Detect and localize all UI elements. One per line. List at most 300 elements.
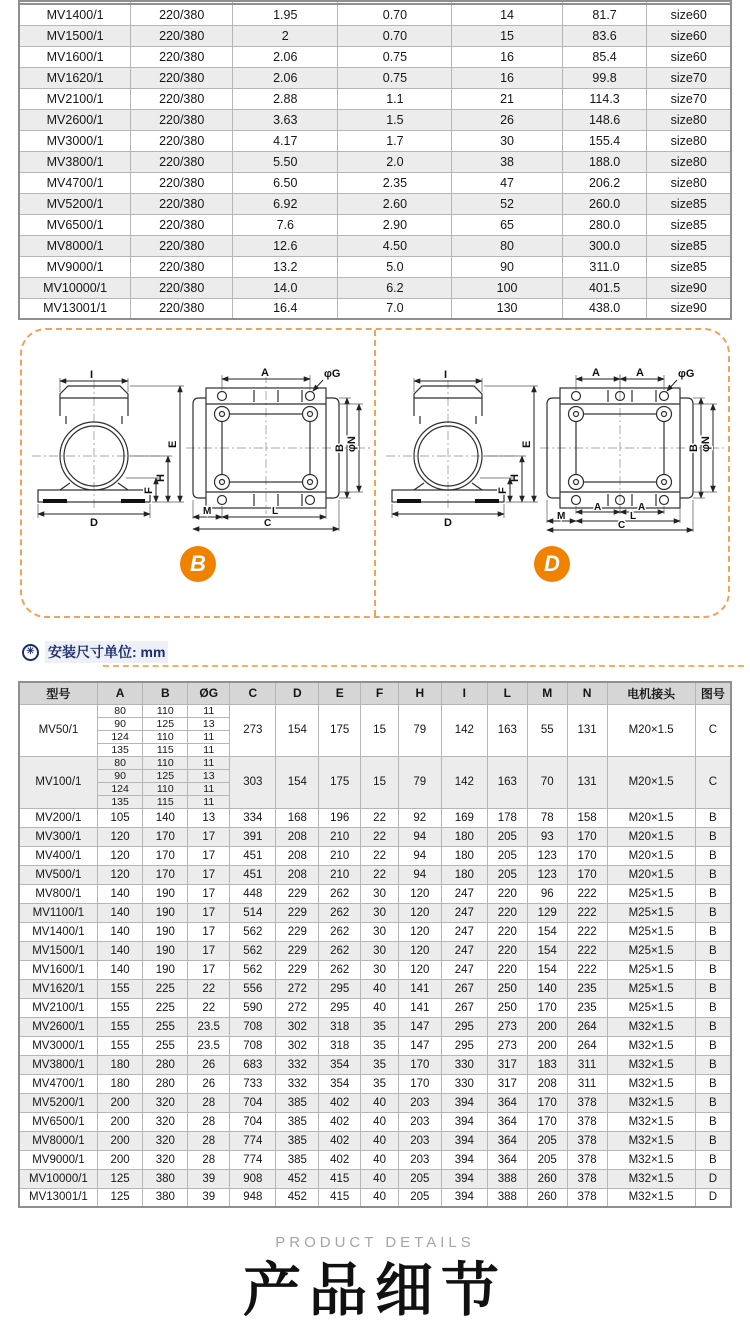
value-cell: 30 <box>361 903 399 922</box>
value-cell: 35 <box>361 1055 399 1074</box>
spec-cell: 155.4 <box>562 130 647 151</box>
value-cell: M32×1.5 <box>607 1131 695 1150</box>
value-cell: 120 <box>398 884 441 903</box>
value-cell: B <box>695 998 731 1017</box>
value-cell: 170 <box>143 865 188 884</box>
dimension-table <box>18 681 732 1208</box>
spec-table-row <box>19 235 731 256</box>
spec-cell: MV8000/1 <box>19 235 131 256</box>
value-cell: 260 <box>527 1188 567 1207</box>
dim-column-header: C <box>230 682 276 704</box>
svg-text:I: I <box>443 369 447 381</box>
sub-value-cell: 124 <box>97 782 143 795</box>
value-cell: 169 <box>441 808 487 827</box>
spec-table-row <box>19 46 731 67</box>
value-cell: 147 <box>398 1017 441 1036</box>
value-cell: 22 <box>188 998 230 1017</box>
value-cell: 40 <box>361 1188 399 1207</box>
spec-cell: MV4700/1 <box>19 172 131 193</box>
sub-value-cell: 110 <box>143 782 188 795</box>
value-cell: 394 <box>441 1131 487 1150</box>
value-cell: 93 <box>527 827 567 846</box>
value-cell: 733 <box>230 1074 276 1093</box>
value-cell: 170 <box>527 998 567 1017</box>
spec-cell: 0.70 <box>338 25 452 46</box>
value-cell: 451 <box>230 865 276 884</box>
value-cell: 380 <box>143 1169 188 1188</box>
value-cell: 17 <box>188 941 230 960</box>
value-cell: 255 <box>143 1017 188 1036</box>
value-cell: 203 <box>398 1112 441 1131</box>
dim-column-header: E <box>319 682 361 704</box>
motor-drawing-b <box>26 368 371 538</box>
value-cell: 40 <box>361 979 399 998</box>
figure-b-badge: B <box>180 546 216 582</box>
model-cell: MV200/1 <box>19 808 97 827</box>
value-cell: 203 <box>398 1150 441 1169</box>
spec-cell: 83.6 <box>562 25 647 46</box>
spec-cell: size70 <box>647 67 731 88</box>
spec-cell: 0.75 <box>338 46 452 67</box>
value-cell: 39 <box>188 1188 230 1207</box>
value-cell: 30 <box>361 922 399 941</box>
value-cell: 262 <box>319 903 361 922</box>
value-cell: B <box>695 1112 731 1131</box>
value-cell: 311 <box>567 1074 607 1093</box>
value-cell: 200 <box>97 1131 143 1150</box>
value-cell: 262 <box>319 941 361 960</box>
spec-cell: 0.70 <box>338 4 452 25</box>
sub-value-cell: 11 <box>188 782 230 795</box>
value-cell: 155 <box>97 998 143 1017</box>
svg-text:E: E <box>166 440 179 448</box>
value-cell: B <box>695 808 731 827</box>
spec-cell: size80 <box>647 130 731 151</box>
model-cell: MV300/1 <box>19 827 97 846</box>
spec-cell: 15 <box>452 25 562 46</box>
spec-cell: 5.50 <box>233 151 338 172</box>
value-cell: 79 <box>398 704 441 756</box>
sub-value-cell: 13 <box>188 717 230 730</box>
value-cell: M25×1.5 <box>607 998 695 1017</box>
sub-value-cell: 115 <box>143 743 188 756</box>
model-cell: MV1500/1 <box>19 941 97 960</box>
value-cell: M20×1.5 <box>607 808 695 827</box>
value-cell: 26 <box>188 1074 230 1093</box>
value-cell: 330 <box>441 1055 487 1074</box>
model-cell: MV4700/1 <box>19 1074 97 1093</box>
value-cell: 205 <box>527 1131 567 1150</box>
spec-table-row <box>19 109 731 130</box>
value-cell: 402 <box>319 1112 361 1131</box>
value-cell: M32×1.5 <box>607 1036 695 1055</box>
value-cell: 35 <box>361 1074 399 1093</box>
value-cell: B <box>695 865 731 884</box>
value-cell: 222 <box>567 884 607 903</box>
svg-text:A: A <box>635 368 644 379</box>
spec-cell: size90 <box>647 277 731 298</box>
value-cell: 154 <box>527 941 567 960</box>
value-cell: 92 <box>398 808 441 827</box>
svg-text:B: B <box>687 444 700 452</box>
value-cell: 388 <box>487 1188 527 1207</box>
value-cell: 120 <box>97 865 143 884</box>
value-cell: 17 <box>188 903 230 922</box>
value-cell: 364 <box>487 1112 527 1131</box>
value-cell: 451 <box>230 846 276 865</box>
dashed-divider <box>103 665 744 667</box>
sub-value-cell: 125 <box>143 717 188 730</box>
spec-table-row <box>19 25 731 46</box>
value-cell: 40 <box>361 1169 399 1188</box>
spec-cell: 30 <box>452 130 562 151</box>
spec-cell: 1.7 <box>338 130 452 151</box>
value-cell: 178 <box>487 808 527 827</box>
value-cell: B <box>695 941 731 960</box>
value-cell: 175 <box>319 756 361 808</box>
spec-cell: 2.90 <box>338 214 452 235</box>
value-cell: 170 <box>567 846 607 865</box>
value-cell: M32×1.5 <box>607 1112 695 1131</box>
dim-column-header: 型号 <box>19 682 97 704</box>
value-cell: M32×1.5 <box>607 1188 695 1207</box>
value-cell: 28 <box>188 1150 230 1169</box>
value-cell: M25×1.5 <box>607 941 695 960</box>
svg-text:E: E <box>520 440 533 448</box>
value-cell: 378 <box>567 1188 607 1207</box>
value-cell: 302 <box>276 1036 319 1055</box>
value-cell: 208 <box>527 1074 567 1093</box>
spec-cell: 1.95 <box>233 4 338 25</box>
value-cell: 210 <box>319 846 361 865</box>
value-cell: 208 <box>276 846 319 865</box>
value-cell: 17 <box>188 846 230 865</box>
value-cell: 354 <box>319 1074 361 1093</box>
svg-text:φN: φN <box>699 436 712 452</box>
model-cell: MV3800/1 <box>19 1055 97 1074</box>
sub-value-cell: 11 <box>188 730 230 743</box>
value-cell: 229 <box>276 960 319 979</box>
value-cell: 17 <box>188 865 230 884</box>
dim-table-row <box>19 1131 731 1150</box>
spec-cell: 220/380 <box>131 256 233 277</box>
sub-value-cell: 13 <box>188 769 230 782</box>
model-cell: MV3000/1 <box>19 1036 97 1055</box>
value-cell: 96 <box>527 884 567 903</box>
value-cell: 220 <box>487 922 527 941</box>
value-cell: 200 <box>97 1093 143 1112</box>
spec-cell: 2.06 <box>233 67 338 88</box>
value-cell: 205 <box>527 1150 567 1169</box>
value-cell: 311 <box>567 1055 607 1074</box>
spec-cell: size60 <box>647 25 731 46</box>
spec-cell: size60 <box>647 4 731 25</box>
model-cell: MV50/1 <box>19 704 97 756</box>
value-cell: M32×1.5 <box>607 1074 695 1093</box>
value-cell: 562 <box>230 922 276 941</box>
value-cell: B <box>695 1017 731 1036</box>
value-cell: 295 <box>319 998 361 1017</box>
svg-text:A: A <box>591 368 600 379</box>
value-cell: B <box>695 1150 731 1169</box>
dim-table-row <box>19 903 731 922</box>
spec-cell: MV2100/1 <box>19 88 131 109</box>
value-cell: 200 <box>97 1112 143 1131</box>
svg-text:F: F <box>496 487 509 494</box>
value-cell: 15 <box>361 704 399 756</box>
value-cell: 262 <box>319 884 361 903</box>
spec-cell: MV1500/1 <box>19 25 131 46</box>
value-cell: 23.5 <box>188 1017 230 1036</box>
drawing-panel-d <box>376 330 728 616</box>
value-cell: 40 <box>361 1131 399 1150</box>
value-cell: 205 <box>398 1169 441 1188</box>
spec-cell: 206.2 <box>562 172 647 193</box>
value-cell: 120 <box>97 846 143 865</box>
spec-cell: 16.4 <box>233 298 338 319</box>
spec-cell: 5.0 <box>338 256 452 277</box>
value-cell: M20×1.5 <box>607 827 695 846</box>
value-cell: 140 <box>143 808 188 827</box>
value-cell: 131 <box>567 756 607 808</box>
spec-cell: 26 <box>452 109 562 130</box>
value-cell: 378 <box>567 1150 607 1169</box>
value-cell: 123 <box>527 846 567 865</box>
value-cell: 225 <box>143 998 188 1017</box>
svg-text:C: C <box>263 518 271 529</box>
spec-cell: 130 <box>452 298 562 319</box>
value-cell: 334 <box>230 808 276 827</box>
svg-text:M: M <box>556 511 565 522</box>
value-cell: 35 <box>361 1036 399 1055</box>
value-cell: 402 <box>319 1150 361 1169</box>
value-cell: 205 <box>487 865 527 884</box>
spec-cell: 220/380 <box>131 46 233 67</box>
dim-table-row <box>19 865 731 884</box>
spec-cell: 7.6 <box>233 214 338 235</box>
value-cell: 170 <box>527 1093 567 1112</box>
model-cell: MV5200/1 <box>19 1093 97 1112</box>
dim-table-row <box>19 941 731 960</box>
dim-table-body <box>19 704 731 1207</box>
value-cell: 247 <box>441 884 487 903</box>
value-cell: 380 <box>143 1188 188 1207</box>
value-cell: 264 <box>567 1036 607 1055</box>
dim-table-row <box>19 1055 731 1074</box>
value-cell: 708 <box>230 1036 276 1055</box>
value-cell: 948 <box>230 1188 276 1207</box>
svg-text:H: H <box>154 474 167 482</box>
value-cell: 79 <box>398 756 441 808</box>
value-cell: 272 <box>276 979 319 998</box>
value-cell: B <box>695 1074 731 1093</box>
spec-cell: 6.92 <box>233 193 338 214</box>
value-cell: B <box>695 922 731 941</box>
value-cell: 280 <box>143 1074 188 1093</box>
value-cell: 385 <box>276 1112 319 1131</box>
dim-table-row <box>19 998 731 1017</box>
spec-cell: MV9000/1 <box>19 256 131 277</box>
value-cell: M32×1.5 <box>607 1150 695 1169</box>
spec-cell: 12.6 <box>233 235 338 256</box>
value-cell: 120 <box>97 827 143 846</box>
spec-cell: 2.35 <box>338 172 452 193</box>
value-cell: 105 <box>97 808 143 827</box>
dim-column-header: I <box>441 682 487 704</box>
value-cell: 220 <box>487 903 527 922</box>
spec-table-row <box>19 214 731 235</box>
spec-cell: 4.17 <box>233 130 338 151</box>
spec-cell: 220/380 <box>131 214 233 235</box>
value-cell: 13 <box>188 808 230 827</box>
value-cell: 320 <box>143 1093 188 1112</box>
spec-cell: MV3000/1 <box>19 130 131 151</box>
spec-cell: 2.88 <box>233 88 338 109</box>
value-cell: 155 <box>97 1017 143 1036</box>
dim-table-row <box>19 979 731 998</box>
value-cell: 129 <box>527 903 567 922</box>
dim-column-header: F <box>361 682 399 704</box>
value-cell: 70 <box>527 756 567 808</box>
dim-table-row <box>19 1169 731 1188</box>
value-cell: 247 <box>441 922 487 941</box>
spec-table-row <box>19 256 731 277</box>
value-cell: 203 <box>398 1093 441 1112</box>
value-cell: 140 <box>97 922 143 941</box>
model-cell: MV13001/1 <box>19 1188 97 1207</box>
value-cell: 94 <box>398 827 441 846</box>
value-cell: B <box>695 1055 731 1074</box>
model-cell: MV400/1 <box>19 846 97 865</box>
value-cell: 190 <box>143 960 188 979</box>
value-cell: 364 <box>487 1093 527 1112</box>
install-dimensions-title: 安装尺寸单位: mm <box>45 641 168 663</box>
value-cell: 394 <box>441 1188 487 1207</box>
value-cell: 140 <box>97 960 143 979</box>
spec-cell: 21 <box>452 88 562 109</box>
spec-cell: 188.0 <box>562 151 647 172</box>
model-cell: MV1400/1 <box>19 922 97 941</box>
value-cell: 190 <box>143 884 188 903</box>
value-cell: 402 <box>319 1131 361 1150</box>
value-cell: 364 <box>487 1131 527 1150</box>
value-cell: 354 <box>319 1055 361 1074</box>
value-cell: M25×1.5 <box>607 979 695 998</box>
value-cell: 170 <box>398 1055 441 1074</box>
value-cell: 180 <box>441 827 487 846</box>
spec-cell: 2.60 <box>338 193 452 214</box>
svg-text:I: I <box>89 369 93 381</box>
value-cell: 28 <box>188 1112 230 1131</box>
value-cell: D <box>695 1188 731 1207</box>
value-cell: 220 <box>487 884 527 903</box>
dim-table-row <box>19 1093 731 1112</box>
value-cell: 394 <box>441 1093 487 1112</box>
value-cell: 514 <box>230 903 276 922</box>
model-cell: MV2100/1 <box>19 998 97 1017</box>
spec-cell: 99.8 <box>562 67 647 88</box>
value-cell: 94 <box>398 846 441 865</box>
sub-value-cell: 135 <box>97 743 143 756</box>
value-cell: C <box>695 704 731 756</box>
value-cell: B <box>695 1093 731 1112</box>
value-cell: D <box>695 1169 731 1188</box>
value-cell: 273 <box>487 1017 527 1036</box>
value-cell: 332 <box>276 1055 319 1074</box>
value-cell: 22 <box>361 865 399 884</box>
value-cell: 229 <box>276 903 319 922</box>
sub-value-cell: 11 <box>188 743 230 756</box>
svg-text:C: C <box>617 520 625 531</box>
value-cell: 394 <box>441 1112 487 1131</box>
value-cell: 155 <box>97 1036 143 1055</box>
value-cell: 205 <box>398 1188 441 1207</box>
value-cell: 94 <box>398 865 441 884</box>
spec-cell: 47 <box>452 172 562 193</box>
value-cell: 229 <box>276 884 319 903</box>
value-cell: 120 <box>398 922 441 941</box>
dim-table-row <box>19 1150 731 1169</box>
spec-cell: 114.3 <box>562 88 647 109</box>
value-cell: 225 <box>143 979 188 998</box>
spec-table-row <box>19 277 731 298</box>
value-cell: 260 <box>527 1169 567 1188</box>
svg-text:A: A <box>637 502 645 513</box>
value-cell: 378 <box>567 1169 607 1188</box>
dim-table-row <box>19 960 731 979</box>
spec-cell: 401.5 <box>562 277 647 298</box>
dim-table-row <box>19 808 731 827</box>
value-cell: 170 <box>567 827 607 846</box>
spec-cell: 14.0 <box>233 277 338 298</box>
spec-cell: size80 <box>647 151 731 172</box>
spec-cell: 6.2 <box>338 277 452 298</box>
spec-cell: 260.0 <box>562 193 647 214</box>
spec-table-row <box>19 193 731 214</box>
value-cell: 250 <box>487 979 527 998</box>
value-cell: 908 <box>230 1169 276 1188</box>
spec-cell: MV2600/1 <box>19 109 131 130</box>
value-cell: 22 <box>361 846 399 865</box>
value-cell: 196 <box>319 808 361 827</box>
sub-value-cell: 110 <box>143 704 188 717</box>
value-cell: 154 <box>527 922 567 941</box>
spec-cell: 220/380 <box>131 151 233 172</box>
value-cell: 180 <box>441 846 487 865</box>
value-cell: 168 <box>276 808 319 827</box>
value-cell: 205 <box>487 827 527 846</box>
dim-column-header: B <box>143 682 188 704</box>
spec-cell: 220/380 <box>131 277 233 298</box>
svg-text:D: D <box>89 517 98 529</box>
motor-drawing-d <box>380 368 725 538</box>
spec-cell: 100 <box>452 277 562 298</box>
model-cell: MV6500/1 <box>19 1112 97 1131</box>
spec-cell: 2.0 <box>338 151 452 172</box>
value-cell: M32×1.5 <box>607 1093 695 1112</box>
svg-text:A: A <box>593 502 601 513</box>
value-cell: 141 <box>398 998 441 1017</box>
dim-column-header: A <box>97 682 143 704</box>
value-cell: 210 <box>319 865 361 884</box>
value-cell: 385 <box>276 1150 319 1169</box>
value-cell: 704 <box>230 1093 276 1112</box>
spec-cell: size85 <box>647 193 731 214</box>
value-cell: 378 <box>567 1131 607 1150</box>
spec-cell: 80 <box>452 235 562 256</box>
spec-cell: 300.0 <box>562 235 647 256</box>
spec-cell: size85 <box>647 235 731 256</box>
